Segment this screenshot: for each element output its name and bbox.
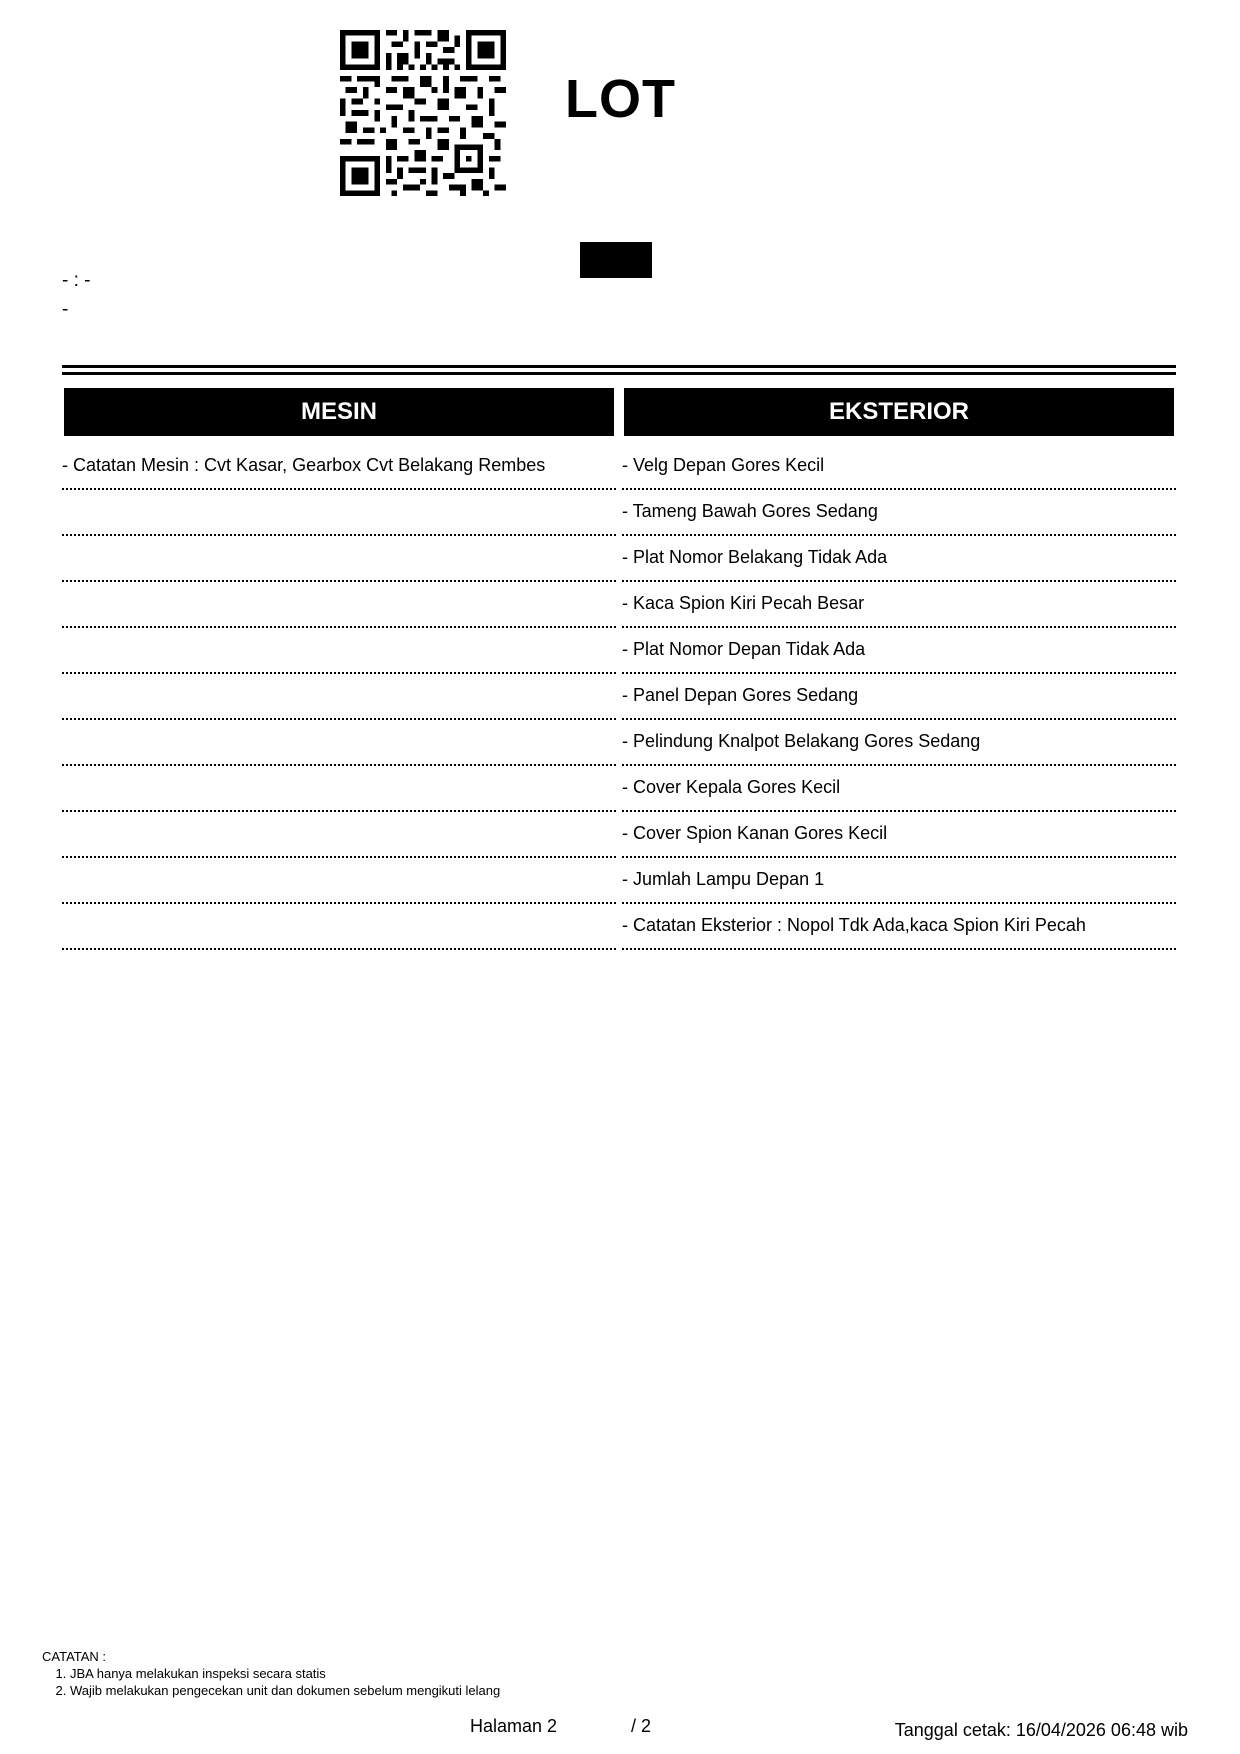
mesin-row: - Catatan Mesin : Cvt Kasar, Gearbox Cvt Belakang Rembes [62, 444, 616, 490]
page-number [470, 1716, 651, 1737]
info-line-1: - : - [62, 270, 91, 291]
mesin-row [62, 536, 616, 582]
eksterior-row: - Jumlah Lampu Depan 1 [622, 858, 1176, 904]
mesin-section [62, 388, 616, 950]
mesin-row [62, 628, 616, 674]
eksterior-row: - Cover Spion Kanan Gores Kecil [622, 812, 1176, 858]
eksterior-rows [622, 444, 1176, 950]
qr-code-graphic [340, 30, 506, 196]
page-label: Halaman 2 [470, 1716, 558, 1736]
mesin-row [62, 674, 616, 720]
eksterior-row: - Cover Kepala Gores Kecil [622, 766, 1176, 812]
info-line-2: - [62, 299, 69, 320]
eksterior-section [622, 388, 1176, 950]
mesin-row [62, 904, 616, 950]
mesin-row [62, 858, 616, 904]
lot-title: LOT [565, 69, 676, 129]
divider-top [62, 365, 1176, 368]
eksterior-row: - Tameng Bawah Gores Sedang [622, 490, 1176, 536]
mesin-row [62, 490, 616, 536]
mesin-row [62, 582, 616, 628]
divider-bottom [62, 372, 1176, 375]
eksterior-row: - Velg Depan Gores Kecil [622, 444, 1176, 490]
eksterior-row: - Plat Nomor Depan Tidak Ada [622, 628, 1176, 674]
note-item: 1. JBA hanya melakukan inspeksi secara statis [70, 1665, 500, 1682]
page-total: / 2 [631, 1716, 652, 1736]
mesin-row [62, 812, 616, 858]
eksterior-row: - Panel Depan Gores Sedang [622, 674, 1176, 720]
eksterior-row: - Pelindung Knalpot Belakang Gores Sedang [622, 720, 1176, 766]
mesin-header: MESIN [64, 388, 614, 436]
eksterior-header: EKSTERIOR [624, 388, 1174, 436]
mesin-row [62, 720, 616, 766]
notes-title: CATATAN : [42, 1649, 107, 1664]
notes-list [42, 1665, 500, 1699]
mesin-rows [62, 444, 616, 950]
footer-notes [42, 1648, 500, 1699]
print-date: Tanggal cetak: 16/04/2026 06:48 wib [894, 1720, 1188, 1740]
eksterior-row: - Kaca Spion Kiri Pecah Besar [622, 582, 1176, 628]
redacted-block [580, 242, 652, 278]
mesin-row [62, 766, 616, 812]
note-item: 2. Wajib melakukan pengecekan unit dan dokumen sebelum mengikuti lelang [70, 1682, 500, 1699]
qr-code [340, 30, 506, 196]
eksterior-row: - Catatan Eksterior : Nopol Tdk Ada,kaca Spion Kiri Pecah [622, 904, 1176, 950]
eksterior-row: - Plat Nomor Belakang Tidak Ada [622, 536, 1176, 582]
